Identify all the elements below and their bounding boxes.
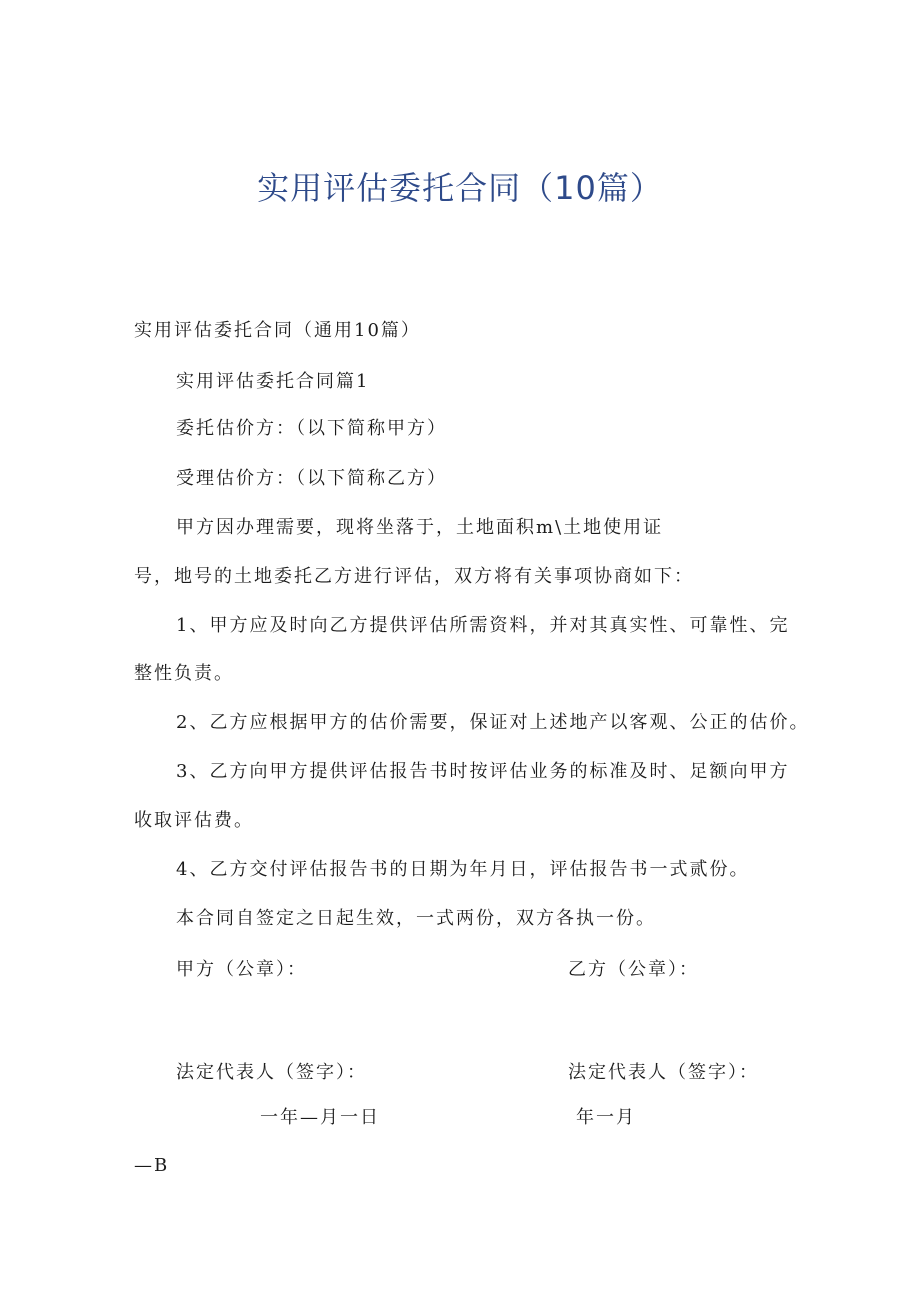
clause-3-line: 3、乙方向甲方提供评估报告书时按评估业务的标准及时、足额向甲方 — [176, 761, 790, 782]
party-a-seal-label: 甲方（公章）： — [176, 959, 307, 980]
subtitle-line: 实用评估委托合同（通用10篇） — [134, 320, 421, 341]
accepting-party-line: 受理估价方：（以下简称乙方） — [176, 468, 447, 489]
footer-mark: —B — [134, 1155, 170, 1176]
paragraph-line: 号，地号的土地委托乙方进行评估，双方将有关事项协商如下： — [134, 566, 694, 587]
paragraph-line: 甲方因办理需要，现将坐落于，土地面积m\土地使用证 — [176, 517, 664, 538]
section-heading: 实用评估委托合同篇1 — [176, 371, 370, 392]
effective-clause-line: 本合同自签定之日起生效，一式两份，双方各执一份。 — [176, 908, 656, 929]
clause-2-line: 2、乙方应根据甲方的估价需要，保证对上述地产以客观、公正的估价。 — [176, 712, 810, 733]
clause-3-continuation: 收取评估费。 — [134, 810, 254, 831]
clause-1-line: 1、甲方应及时向乙方提供评估所需资料，并对其真实性、可靠性、完 — [176, 615, 790, 636]
party-b-representative-label: 法定代表人（签字）： — [568, 1062, 759, 1083]
entrusting-party-line: 委托估价方：（以下简称甲方） — [176, 418, 447, 439]
clause-1-continuation: 整性负责。 — [134, 663, 234, 684]
party-a-date: 一年—月一日 — [260, 1107, 380, 1128]
document-title: 实用评估委托合同（10篇） — [257, 169, 663, 207]
party-a-representative-label: 法定代表人（签字）： — [176, 1062, 367, 1083]
clause-4-line: 4、乙方交付评估报告书的日期为年月日，评估报告书一式贰份。 — [176, 859, 750, 880]
party-b-seal-label: 乙方（公章）： — [568, 959, 699, 980]
party-b-date: 年一月 — [576, 1107, 636, 1128]
